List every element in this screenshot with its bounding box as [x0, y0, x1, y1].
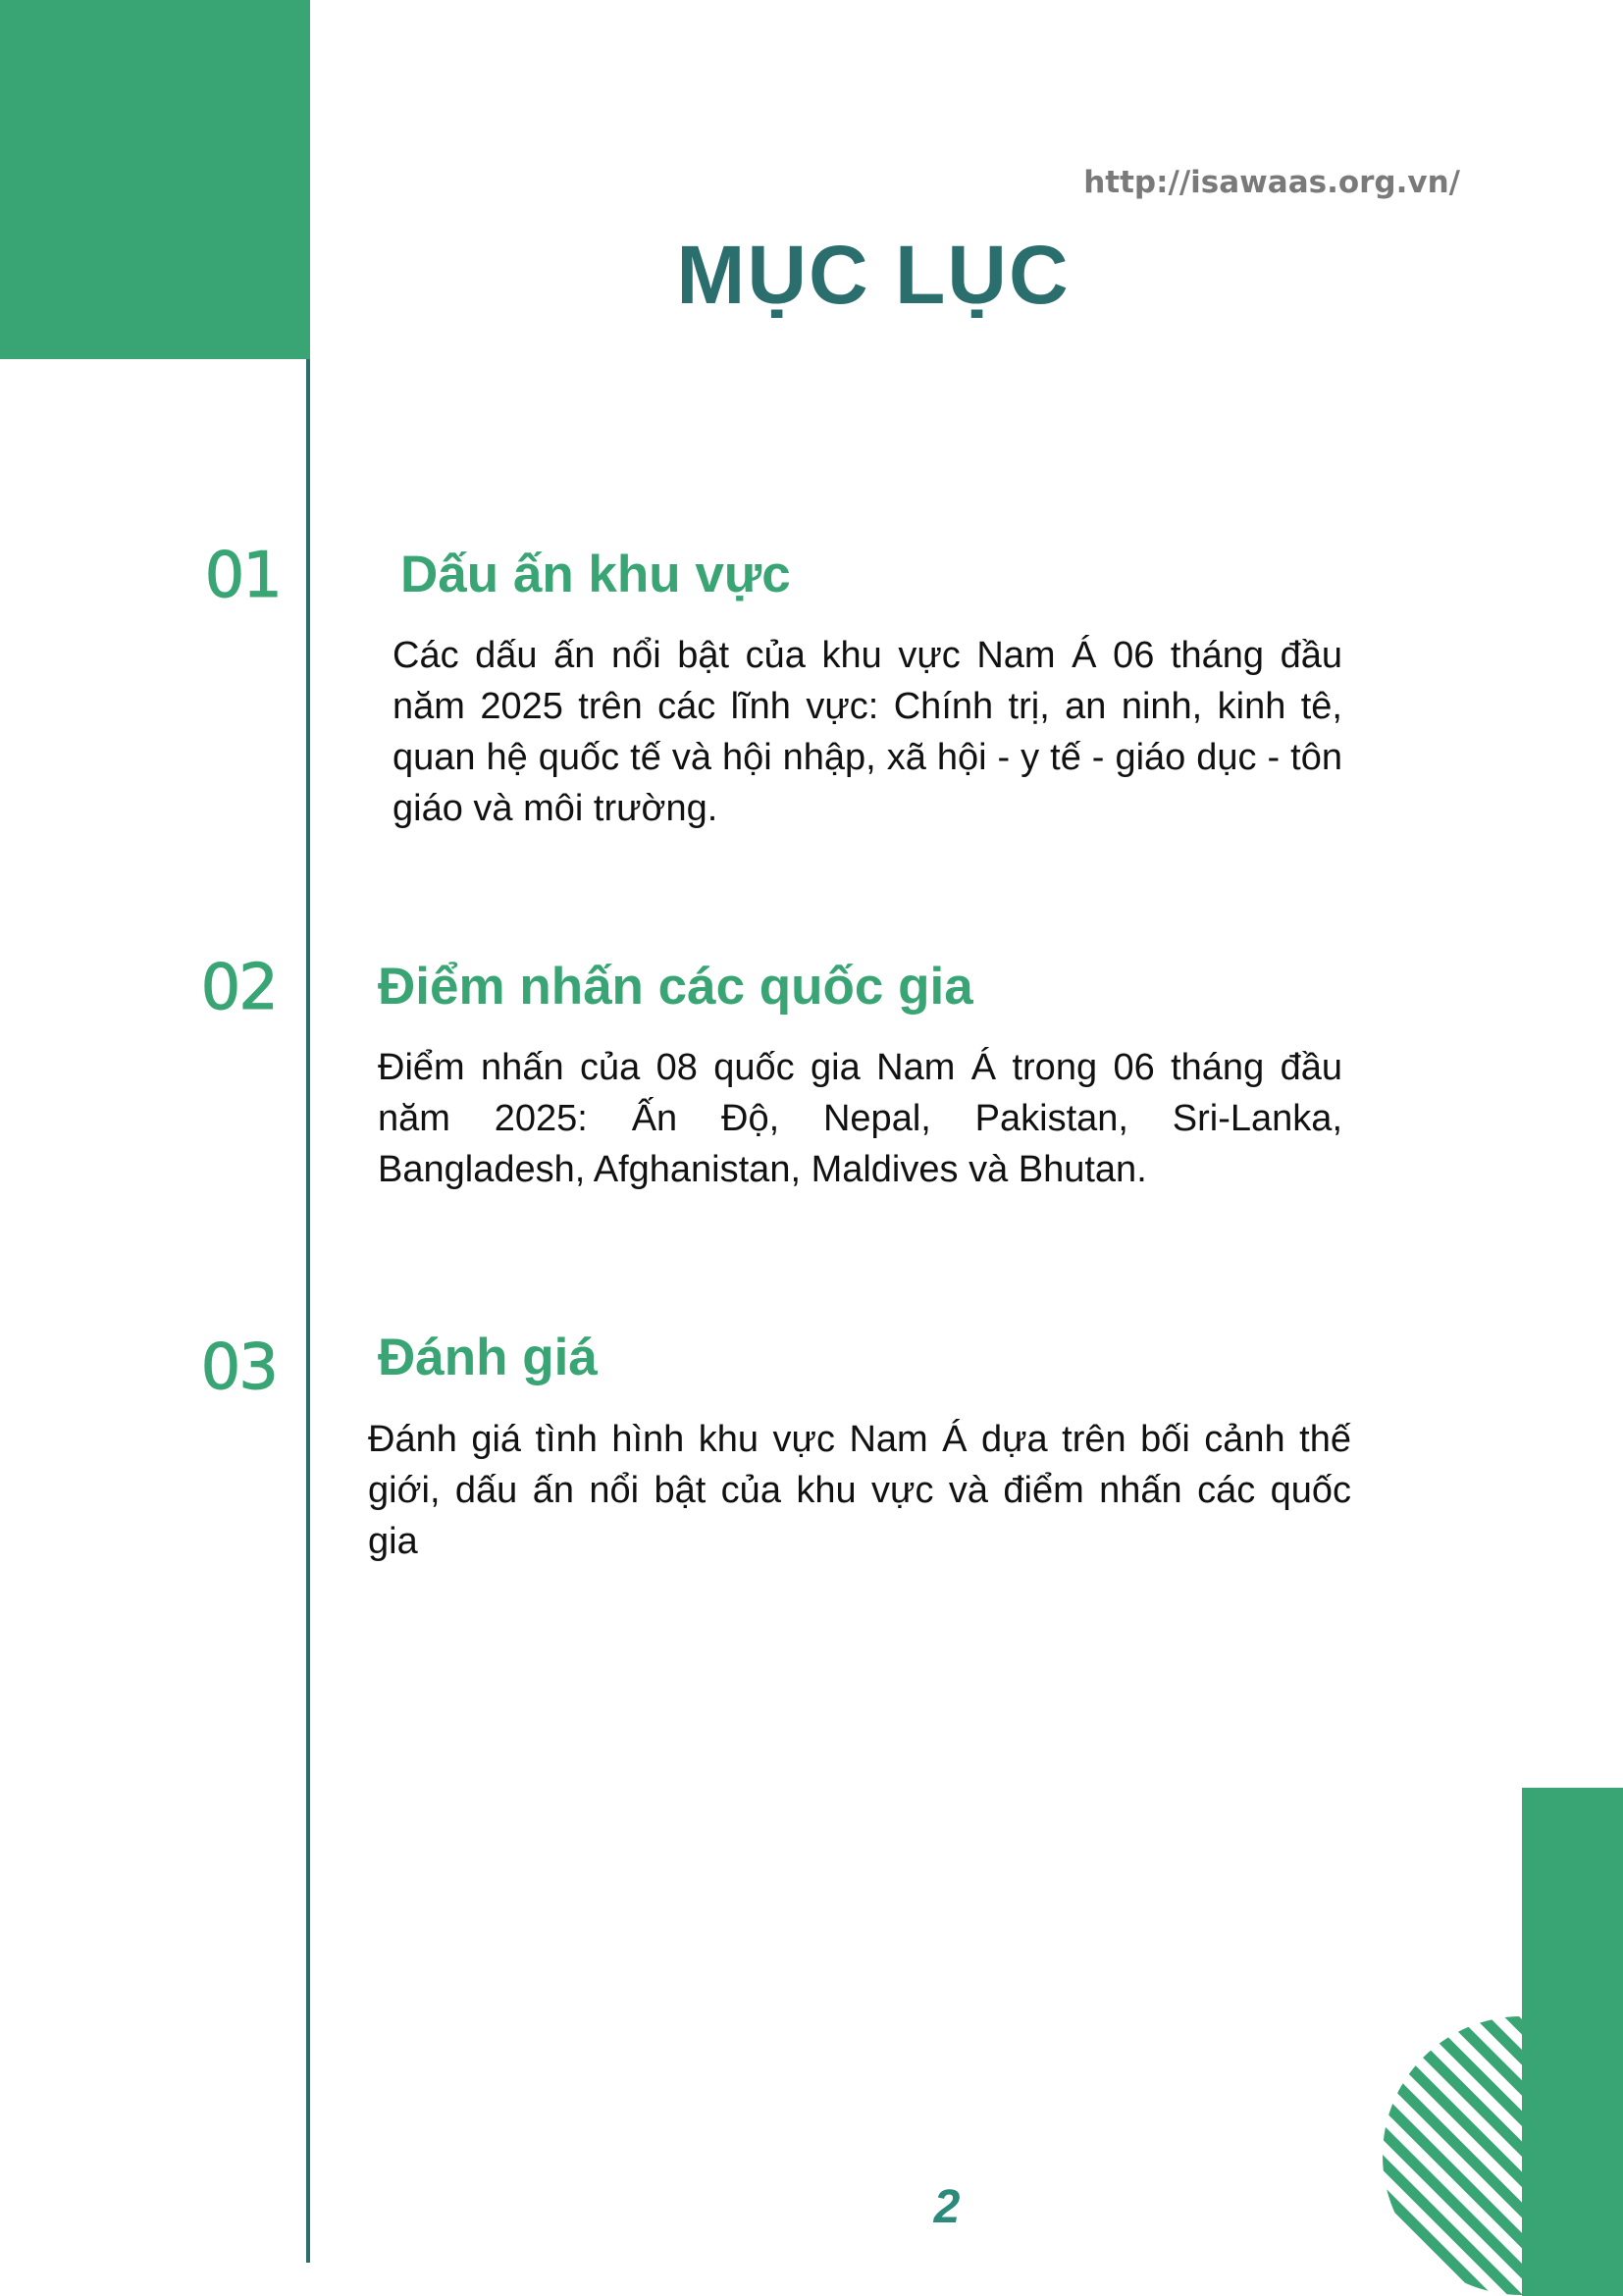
section-number-01: 01: [204, 540, 281, 612]
section-description-01: Các dấu ấn nổi bật của khu vực Nam Á 06 tháng đầu năm 2025 trên các lĩnh vực: Chính trị, an ninh, kinh tê, quan hệ quốc tế và hội nhập, xã hội - y tế - giáo dục - tôn giáo và môi trường.: [393, 635, 1342, 829]
right-decoration-bar: [1522, 1788, 1623, 2296]
section-number-03: 03: [200, 1331, 277, 1404]
section-number-02: 02: [200, 952, 277, 1024]
section-description-02: Điểm nhấn của 08 quốc gia Nam Á trong 06 tháng đầu năm 2025: Ấn Độ, Nepal, Pakistan, Sri-Lanka, Bangladesh, Afghanistan, Maldives và Bhutan.: [378, 1047, 1342, 1190]
section-heading-02: Điểm nhấn các quốc gia: [378, 958, 973, 1016]
page-title: MỤC LỤC: [676, 229, 1071, 321]
section-description-03: Đánh giá tình hình khu vực Nam Á dựa trên bối cảnh thế giới, dấu ấn nổi bật của khu vực và điểm nhấn các quốc gia: [368, 1419, 1351, 1562]
corner-decoration-block: [0, 0, 310, 359]
timeline-divider: [306, 359, 310, 2263]
website-url[interactable]: http://isawaas.org.vn/: [1083, 165, 1460, 200]
page-number: 2: [933, 2181, 961, 2233]
striped-circle-decoration-icon: [1382, 2016, 1525, 2296]
section-heading-03: Đánh giá: [378, 1329, 598, 1386]
section-heading-01: Dấu ấn khu vực: [400, 546, 791, 603]
